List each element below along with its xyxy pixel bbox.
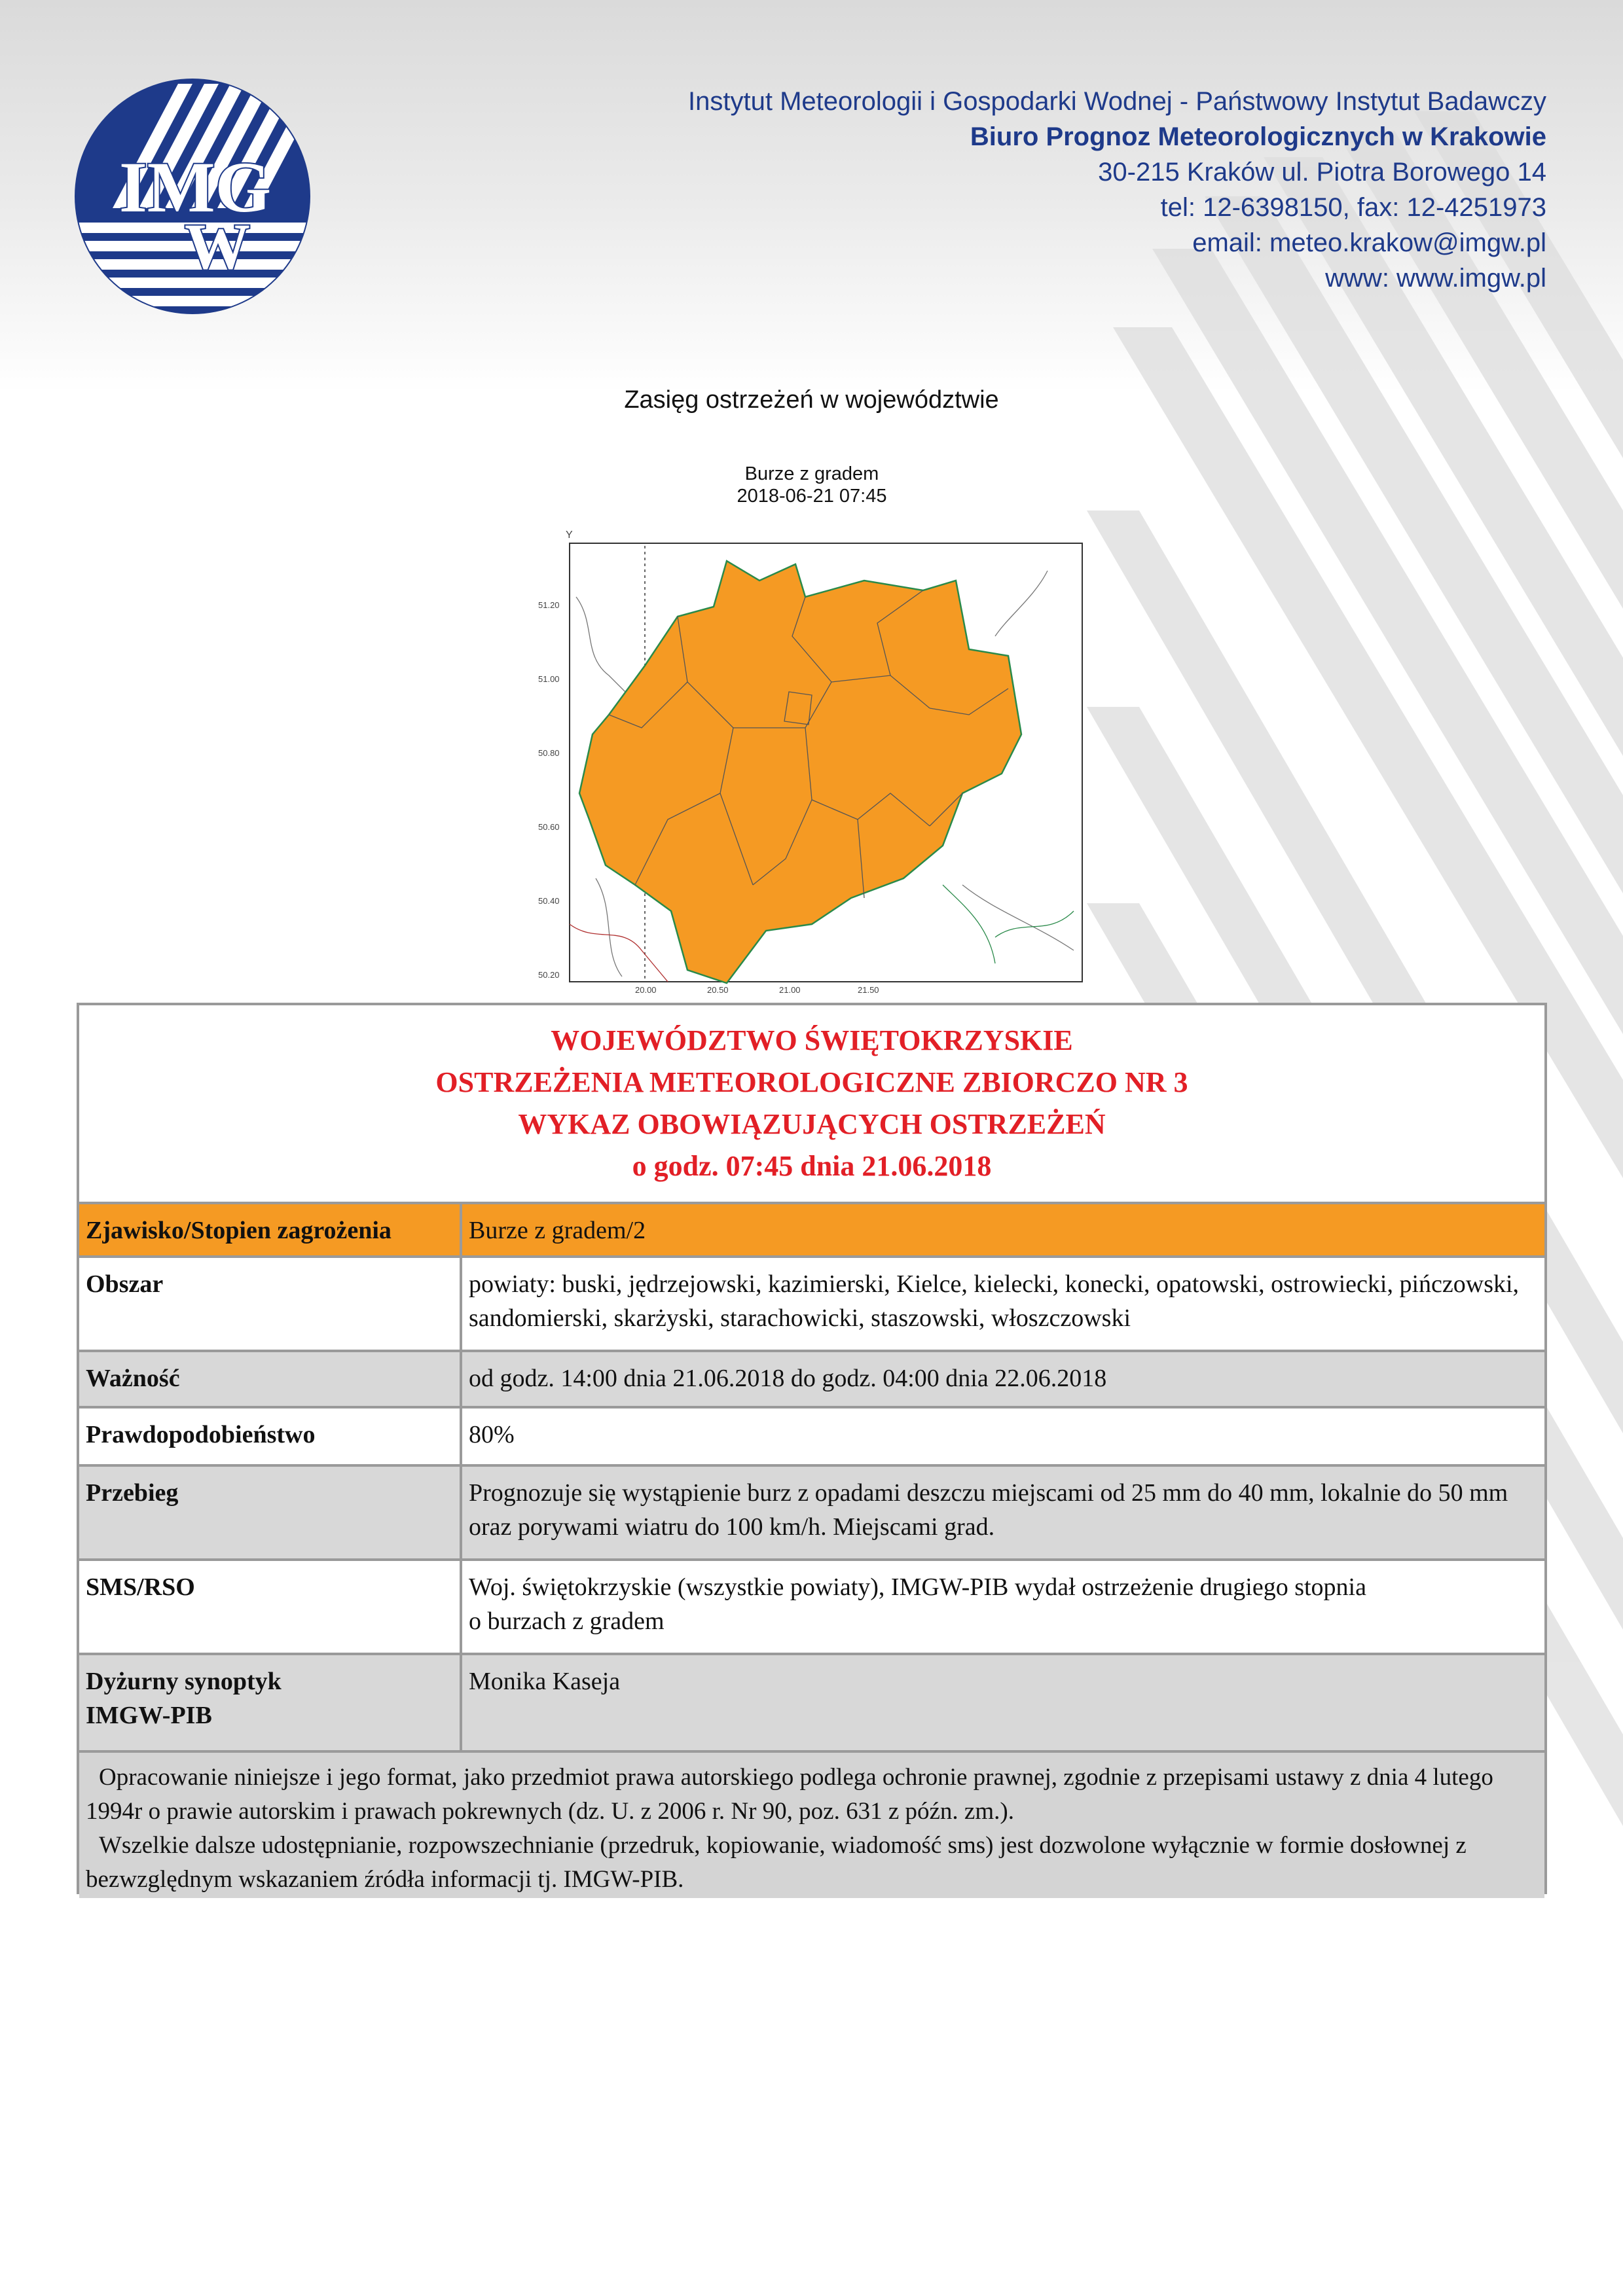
y-tick-label: 50.20 [538, 970, 560, 980]
row-value: 80% [462, 1408, 1544, 1464]
row-value: Burze z gradem/2 [469, 1217, 646, 1244]
row-phenomenon [79, 1202, 1544, 1255]
map-title-phenomenon: Burze z gradem [744, 463, 879, 484]
row-course [79, 1464, 1544, 1558]
x-tick-label: 21.50 [858, 985, 879, 995]
row-value-line: o burzach z gradem [469, 1607, 665, 1635]
copyright-paragraph: Opracowanie niniejsze i jego format, jako przedmiot prawa autorskiego podlega ochronie prawnej, zgodnie z przepisami ustawy z dnia 4 lutego 1994r o prawie autorskim i prawach pokrewnych (dz. U. z 2006 r. Nr 90, poz. 631 z późn. zm.). [86, 1764, 1493, 1825]
x-tick-label: 20.00 [635, 985, 657, 995]
warning-title-list: WYKAZ OBOWIĄZUJĄCYCH OSTRZEŻEŃ [518, 1108, 1106, 1140]
y-tick-label: 50.80 [538, 748, 560, 758]
row-label: Ważność [79, 1352, 462, 1406]
office-address: 30-215 Kraków ul. Piotra Borowego 14 [1098, 158, 1546, 187]
logo-text-img: IMG [119, 147, 272, 227]
warning-title-type: OSTRZEŻENIA METEOROLOGICZNE ZBIORCZO NR 3 [435, 1066, 1188, 1098]
y-tick-label: 50.40 [538, 896, 560, 906]
y-tick-label: 51.00 [538, 674, 560, 684]
row-sms-rso [79, 1558, 1544, 1653]
row-label: Prawdopodobieństwo [79, 1408, 462, 1464]
row-label: Obszar [79, 1258, 462, 1350]
row-label: SMS/RSO [79, 1561, 462, 1653]
row-label-line: IMGW-PIB [86, 1702, 212, 1729]
row-value-line: Woj. świętokrzyskie (wszystkie powiaty), IMGW-PIB wydał ostrzeżenie drugiego stopnia [469, 1573, 1366, 1601]
row-value: powiaty: buski, jędrzejowski, kazimierski, Kielce, kielecki, konecki, opatowski, ostrowiecki, pińczowski, sandomierski, skarżyski, starachowicki, staszowski, włoszczowski [462, 1258, 1544, 1350]
row-value: Monika Kaseja [462, 1655, 1544, 1750]
institute-header [688, 84, 1546, 296]
row-label [79, 1655, 462, 1750]
map-title [655, 463, 969, 507]
warning-titles [79, 1005, 1544, 1202]
row-label-line: Dyżurny synoptyk [86, 1668, 282, 1695]
logo-text-w: W [185, 210, 250, 283]
row-area [79, 1255, 1544, 1350]
row-probability [79, 1406, 1544, 1464]
office-www[interactable]: www: www.imgw.pl [1325, 264, 1546, 293]
distribution-paragraph: Wszelkie dalsze udostępnianie, rozpowszechnianie (przedruk, kopiowanie, wiadomość sms) jest dozwolone wyłącznie w formie dosłownej z bezwzględnym wskazaniem źródła informacji tj. IMGW-PIB. [86, 1832, 1467, 1893]
x-tick-label: 20.50 [707, 985, 729, 995]
warning-sheet [77, 1003, 1547, 1894]
copyright-footer [79, 1750, 1544, 1898]
row-label: Przebieg [79, 1467, 462, 1558]
y-tick-label: 51.20 [538, 600, 560, 610]
map-caption: Zasięg ostrzeżeń w województwie [624, 386, 999, 414]
row-label: Zjawisko/Stopien zagrożenia [79, 1204, 462, 1255]
y-axis-label: Y [566, 529, 573, 541]
warning-title-time: o godz. 07:45 dnia 21.06.2018 [632, 1150, 992, 1182]
office-phone: tel: 12-6398150, fax: 12-4251973 [1160, 193, 1546, 222]
imgw-logo [73, 77, 312, 315]
office-email[interactable]: email: meteo.krakow@imgw.pl [1192, 228, 1546, 257]
office-name: Biuro Prognoz Meteorologicznych w Krakowie [970, 122, 1546, 151]
map-title-datetime: 2018-06-21 07:45 [737, 486, 887, 507]
y-tick-label: 50.60 [538, 822, 560, 832]
x-tick-label: 21.00 [779, 985, 801, 995]
row-value [462, 1561, 1544, 1653]
row-value: Prognozuje się wystąpienie burz z opadami deszczu miejscami od 25 mm do 40 mm, lokalnie do 50 mm oraz porywami wiatru do 100 km/h. Miejscami grad. [462, 1467, 1544, 1558]
row-forecaster [79, 1653, 1544, 1750]
row-validity [79, 1350, 1544, 1406]
row-value: od godz. 14:00 dnia 21.06.2018 do godz. 04:00 dnia 22.06.2018 [462, 1352, 1544, 1406]
institute-name: Instytut Meteorologii i Gospodarki Wodnej - Państwowy Instytut Badawczy [688, 87, 1546, 116]
warning-title-region: WOJEWÓDZTWO ŚWIĘTOKRZYSKIE [551, 1024, 1073, 1056]
warning-map [537, 518, 1087, 995]
y-tick-labels [538, 600, 560, 980]
